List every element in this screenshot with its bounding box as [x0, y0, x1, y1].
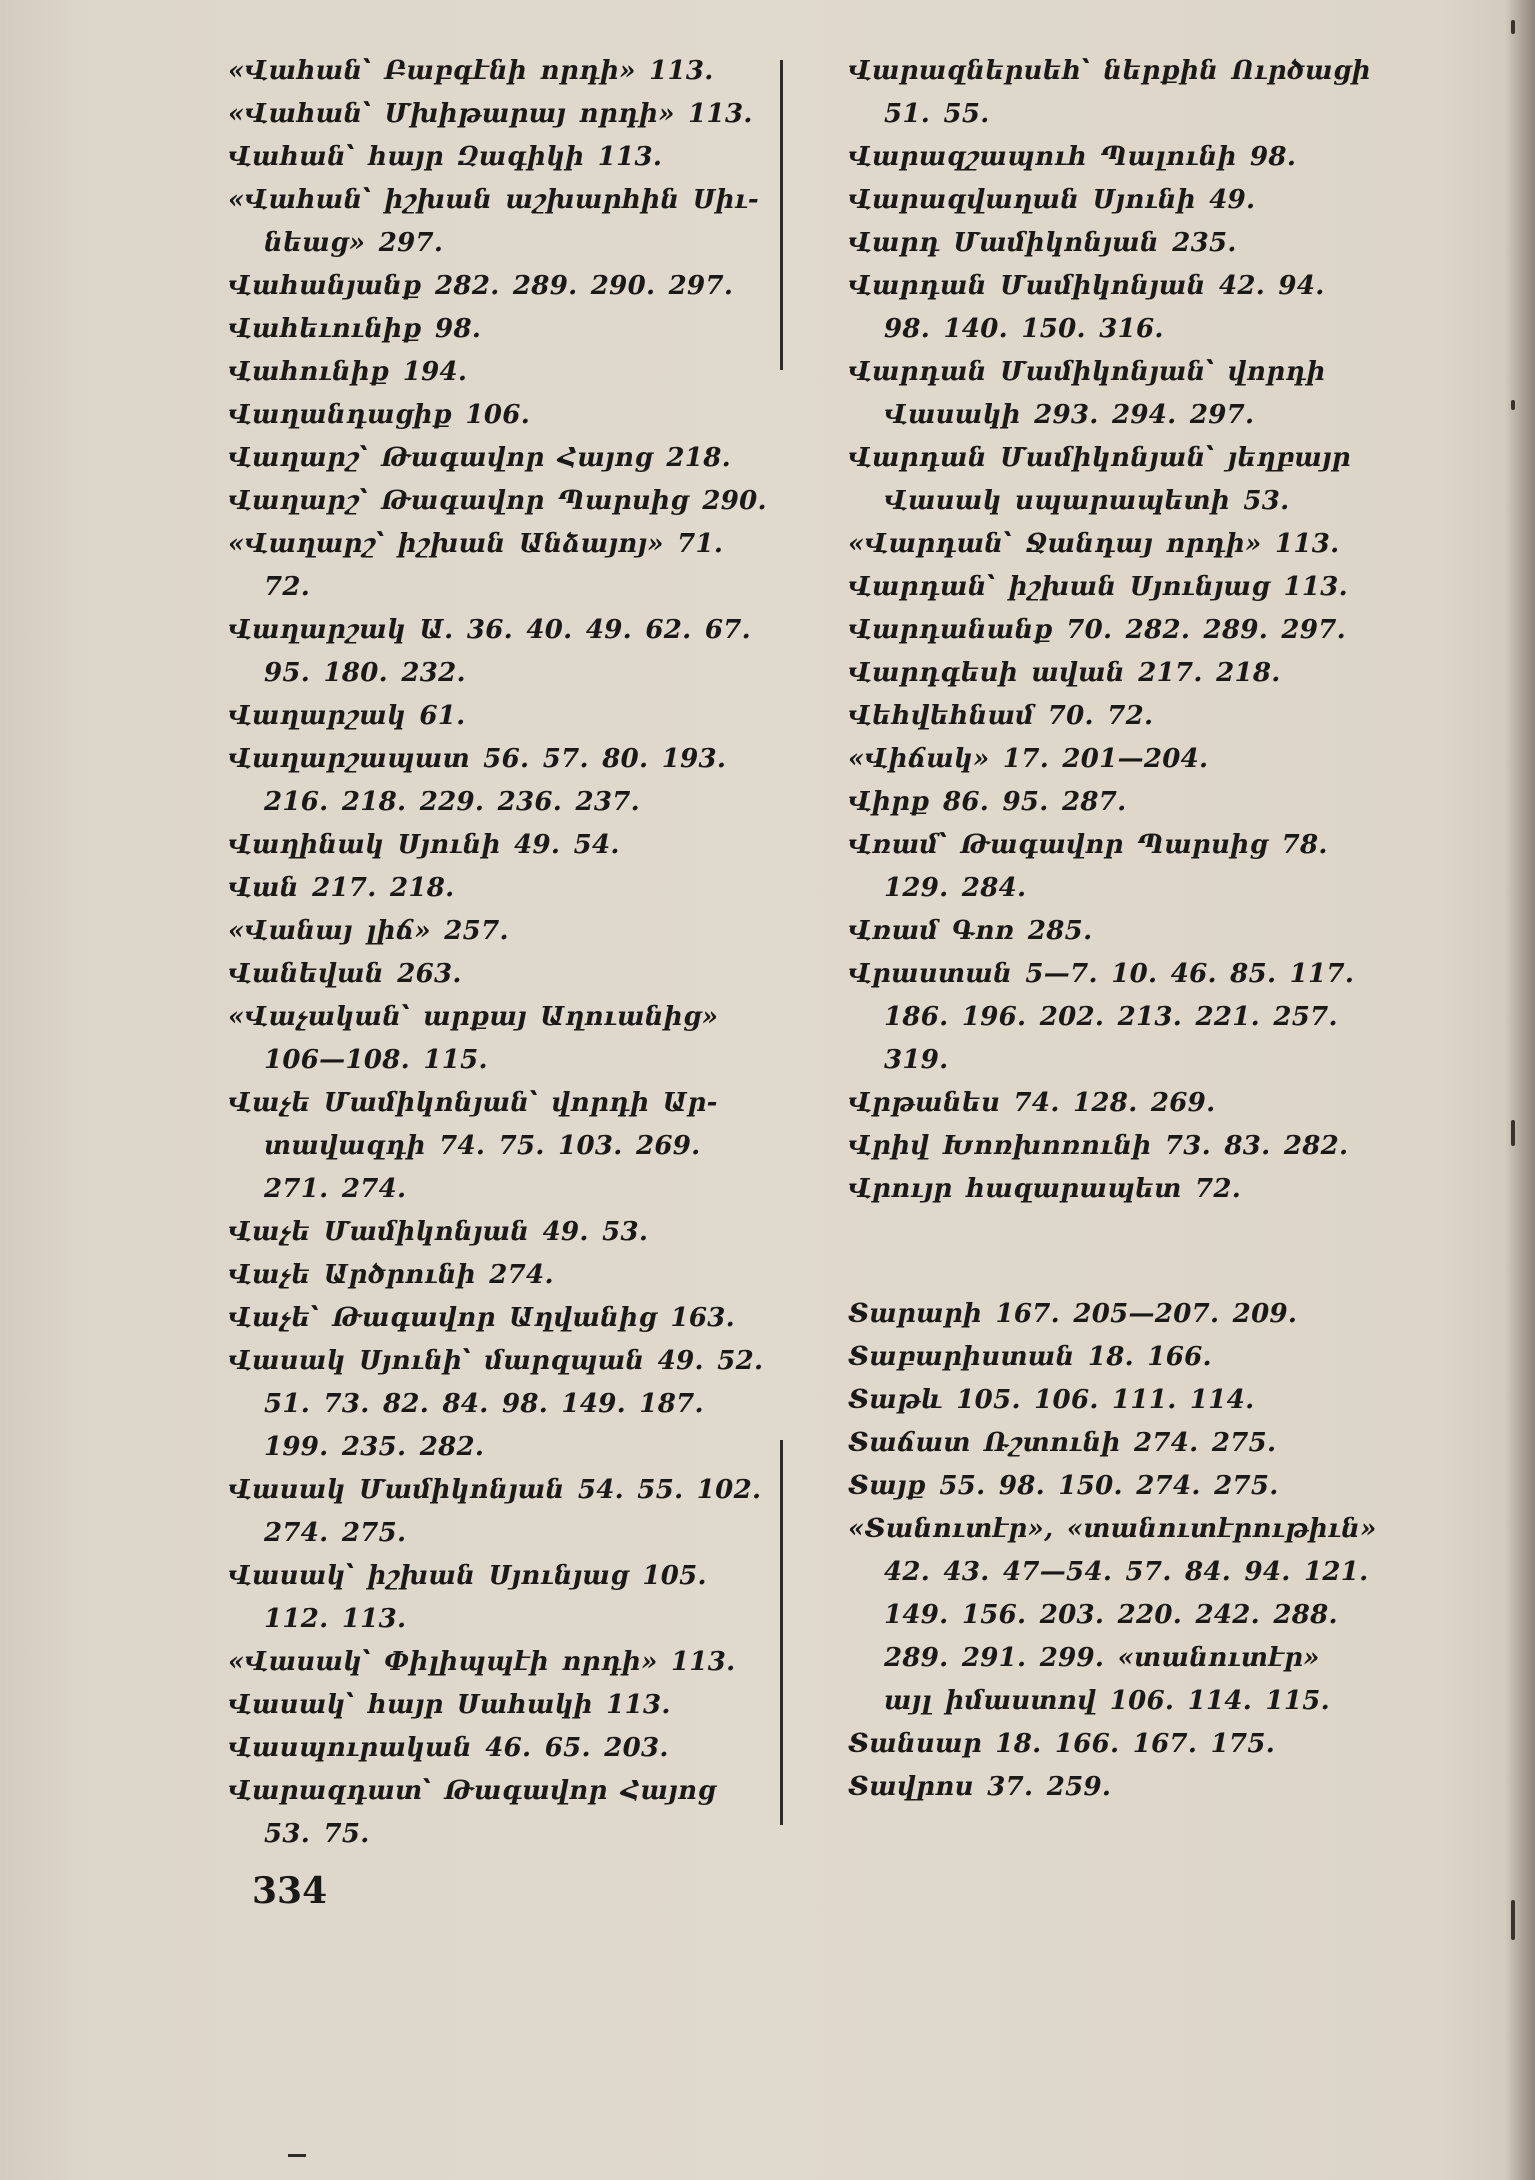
index-entry: Վրթանես 74. 128. 269.	[848, 1088, 1216, 1118]
page-spine-shadow	[1505, 0, 1535, 2180]
index-entry: Վարդան Մամիկոնյան 42. 94. 98. 140. 150. 316.	[848, 271, 1325, 344]
index-entry: Վաղարշակ 61.	[228, 701, 466, 731]
index-entry: «Վահան՝ Բաբգէնի որդի» 113.	[228, 56, 714, 86]
index-entry: Վարազդատ՝ Թագավոր Հայոց 53. 75.	[228, 1776, 717, 1849]
index-entry: Վարդան Մամիկոնյան՝ յեղբայր Վասակ սպարապետի 53.	[848, 443, 1351, 516]
index-entry: «Տանուտէր», «տանուտէրութիւն» 42. 43. 47—54. 57. 84. 94. 121. 149. 156. 203. 220. 242. 288. 289. 291. 299. «տանուտէր» այլ իմաստով 106. 114. 115.	[848, 1514, 1377, 1716]
index-entry: Տաճատ Ռշտունի 274. 275.	[848, 1428, 1277, 1458]
index-entry: Վահունիք 194.	[228, 357, 468, 387]
index-entry: Վահանյանք 282. 289. 290. 297.	[228, 271, 734, 301]
index-entry: Տայք 55. 98. 150. 274. 275.	[848, 1471, 1279, 1501]
index-entry: Վաղարշ՝ Թագավոր Պարսից 290.	[228, 486, 767, 516]
index-entry: Վրիվ Խոռխոռունի 73. 83. 282.	[848, 1131, 1349, 1161]
index-entry: «Վանայ լիճ» 257.	[228, 916, 509, 946]
index-column-left	[228, 50, 768, 1856]
index-entry: Վռամ՝ Թագավոր Պարսից 78. 129. 284.	[848, 830, 1328, 903]
index-entry: Վասպուրական 46. 65. 203.	[228, 1733, 669, 1763]
index-entry: Վաղարշապատ 56. 57. 80. 193. 216. 218. 229. 236. 237.	[228, 744, 727, 817]
index-entry: Վասակ Մամիկոնյան 54. 55. 102. 274. 275.	[228, 1475, 762, 1548]
index-entry: Վարդան Մամիկոնյան՝ վորդի Վասակի 293. 294. 297.	[848, 357, 1326, 430]
section-gap	[848, 1211, 1378, 1293]
index-entry: «Վաչական՝ արքայ Աղուանից» 106—108. 115.	[228, 1002, 719, 1075]
footer-dash	[288, 2154, 306, 2157]
index-entry: Վաչե Մամիկոնյան՝ վորդի Ար-տավազդի 74. 75. 103. 269. 271. 274.	[228, 1088, 718, 1204]
index-entry: Վաղանդացիք 106.	[228, 400, 531, 430]
column-divider-lower	[780, 1440, 783, 1825]
spine-mark	[1511, 1120, 1515, 1146]
index-entry: Վարդանանք 70. 282. 289. 297.	[848, 615, 1346, 645]
index-entry: Վասակ՝ հայր Սահակի 113.	[228, 1690, 671, 1720]
index-entry: Տաթև 105. 106. 111. 114.	[848, 1385, 1255, 1415]
index-entry: Վարդան՝ իշխան Սյունյաց 113.	[848, 572, 1348, 602]
spine-mark	[1511, 400, 1515, 410]
index-entry: Վաչե՝ Թագավոր Աղվանից 163.	[228, 1303, 736, 1333]
index-entry: Վարազներսեհ՝ ներքին Ուրծացի 51. 55.	[848, 56, 1371, 129]
index-entry: Վաչե Արծրունի 274.	[228, 1260, 554, 1290]
index-entry: Վարդգեսի ավան 217. 218.	[848, 658, 1281, 688]
index-entry: Վեհվեհնամ 70. 72.	[848, 701, 1154, 731]
index-entry: Վան 217. 218.	[228, 873, 455, 903]
index-entry: Վաղինակ Սյունի 49. 54.	[228, 830, 620, 860]
index-entry: Վրույր հազարապետ 72.	[848, 1174, 1242, 1204]
index-entry: Վահեւունիք 98.	[228, 314, 482, 344]
index-entry: Վրաստան 5—7. 10. 46. 85. 117. 186. 196. 202. 213. 221. 257. 319.	[848, 959, 1355, 1075]
index-entry: Վիրք 86. 95. 287.	[848, 787, 1127, 817]
index-entry: «Վահան՝ Մխիթարայ որդի» 113.	[228, 99, 753, 129]
index-entry: Վասակ Սյունի՝ մարզպան 49. 52. 51. 73. 82. 84. 98. 149. 187. 199. 235. 282.	[228, 1346, 764, 1462]
spine-mark	[1511, 20, 1515, 34]
index-entry: «Վարդան՝ Ջանդայ որդի» 113.	[848, 529, 1340, 559]
index-entry: Վաչե Մամիկոնյան 49. 53.	[228, 1217, 649, 1247]
index-column-right	[848, 50, 1378, 1809]
page-number: 334	[252, 1870, 328, 1912]
index-entry: Վահան՝ հայր Զագիկի 113.	[228, 142, 663, 172]
spine-mark	[1511, 1900, 1515, 1940]
index-entry: Վարդ Մամիկոնյան 235.	[848, 228, 1237, 258]
index-entry: Վասակ՝ իշխան Սյունյաց 105. 112. 113.	[228, 1561, 707, 1634]
index-entry: Վռամ Գոռ 285.	[848, 916, 1093, 946]
index-entry: Տարարի 167. 205—207. 209.	[848, 1299, 1298, 1329]
index-entry: Տավրոս 37. 259.	[848, 1772, 1112, 1802]
index-entry: Տանսար 18. 166. 167. 175.	[848, 1729, 1276, 1759]
index-entry: «Վիճակ» 17. 201—204.	[848, 744, 1209, 774]
index-entry: Վաղարշ՝ Թագավոր Հայոց 218.	[228, 443, 731, 473]
index-entry: «Վահան՝ իշխան աշխարհին Սիւ-նեաց» 297.	[228, 185, 760, 258]
index-entry: Վանեվան 263.	[228, 959, 462, 989]
index-entry: Վարազշապուհ Պալունի 98.	[848, 142, 1297, 172]
column-divider-upper	[780, 60, 783, 370]
index-entry: Տաբարիստան 18. 166.	[848, 1342, 1212, 1372]
index-entry: «Վաղարշ՝ իշխան Անձայոյ» 71. 72.	[228, 529, 724, 602]
index-entry: «Վասակ՝ Փիլիպպէի որդի» 113.	[228, 1647, 736, 1677]
index-entry: Վարազվաղան Սյունի 49.	[848, 185, 1256, 215]
index-entry: Վաղարշակ Ա. 36. 40. 49. 62. 67. 95. 180. 232.	[228, 615, 751, 688]
